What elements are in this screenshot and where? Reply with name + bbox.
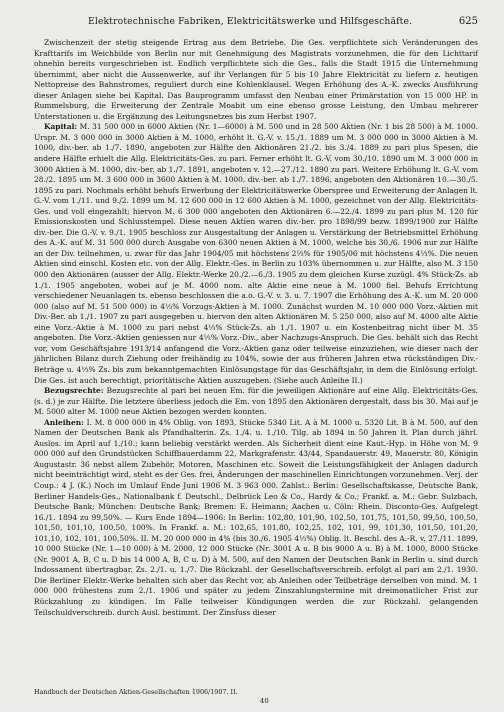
- paragraph-bezugsrechte: [34, 386, 478, 418]
- paragraph-text: Bezugsrechte al pari bei neuen Em. für die jeweiligen Aktionäre auf eine Allg. Elektricitäts-Ges. (s. d.) je zur Hälfte. Die letztere überliess jedoch die Em. von 1895 den Aktionären dergestalt, dass bis 30. Mai auf je M. 5000 alter M. 1000 neue Aktien bezogen werden konnten.: [34, 386, 478, 417]
- page-number: 625: [458, 16, 478, 27]
- printer-signature: 40: [260, 697, 269, 705]
- paragraph-kapital: [34, 122, 478, 386]
- footer-source: Handbuch der Deutschen Aktien-Gesellschaften 1906/1907. II.: [34, 688, 238, 696]
- paragraph-text: I. M. 8 000 000 in 4% Oblig. von 1893, Stücke 5340 Lit. A à M. 1000 u. 5320 Lit. B à M. 500, auf den Namen der Deutschen Bank als Pfandhalterin. Zs. 1./4. u. 1./10. Tilg. ab 1894 in 50 Jahren lt. Plan durch jährl. Auslos. im April auf 1./10.; kann beliebig verstärkt werden. Als Sicherheit dient eine Kaut.-Hyp. in Höhe von M. 9 000 000 auf den Grundstücken Schiffbauerdamm 22, Markgrafenstr. 43/44, Spandauerstr. 49, Mauerstr. 80, Königin Augustastr. 36 nebst allem Zubehör, Motoren, Maschinen etc. Soweit die Leistungsfähigkeit der Anlagen dadurch nicht beeinträchtigt wird, steht es der Ges. frei, Änderungen der maschinellen Einrichtungen vorzunehmen. Verj. der Coup.: 4 J. (K.) Noch im Umlauf Ende Juni 1906 M. 3 963 000. Zahlst.: Berlin: Gesellschaftskasse, Deutsche Bank, Berliner Handels-Ges., Nationalbank f. Deutschl., Delbrück Leo & Co., Hardy & Co.; Frankf. a. M.: Gebr. Sulzbach, Deutsche Bank; München: Deutsche Bank; Bremen: E. Heimann; Aachen u. Cöln: Rhein. Disconto-Ges. Aufgelegt 16./1. 1894 zu 99,50%. — Kurs Ende 1894—1906: In Berlin: 102,80, 101,90, 102,50, 101,75, 101,50, 99,50, 100,50, 101,50, 101,10, 100,50, 100%. In Frankf. a. M.: 102,65, 101,80, 102,25, 102, 101, 99, 101,30, 101,50, 101,20, 101,10, 102, 101, 100,50%. II. M. 20 000 000 in 4% (bis 30./6. 1905 4⅓%) Oblig. lt. Beschl. des A.-R. v. 27./11. 1899, 10 000 Stücke (Nr. 1—10 000) à M. 2000, 12 000 Stücke (Nr. 3001 A u. B bis 9000 A u. B) à M. 1000, 8000 Stücke (Nr. 9001 A, B, C u. D bis 14 000 A, B, C u. D) à M. 500, auf den Namen der Deutschen Bank in Berlin u. sind durch Indossament übertragbar. Zs. 2./1. u. 1./7. Die Rückzahl. der Gesellschaftsverschreib. erfolgt al pari am 2./1. 1930. Die Berliner Elektr.-Werke behalten sich aber das Recht vor, ab Anleihen oder Teilbeträge derselben von mind. M. 1 000 000 frühestens zum 2./1. 1906 und später zu jedem Zinszahlungstermine mit dreimonatlicher Frist zur Rückzahlung zu kündigen. Im Falle teilweiser Kündigungen werden die zur Rückzahl. gelangenden Teilschuldverschreib. durch Ausl. bestimmt. Der Zinsfuss dieser: [34, 417, 478, 617]
- paragraph-text: M. 31 500 000 in 6000 Aktien (Nr. 1—6000) à M. 500 und in 28 500 Aktien (Nr. 1 bis 28 500) à M. 1000. Urspr. M. 3 000 000 in 3000 Aktien à M. 1000, erhöht lt. G.-V. v. 15./1. 1889 um M. 3 000 000 in 3000 Aktien à M. 1000, div.-ber. ab 1./7. 1890, angeboten zur Hälfte den Aktionären 21./2. bis 3./4. 1889 zu pari plus Spesen, die andere Hälfte erhielt die Allg. Elektricitäts-Ges. zu pari. Ferner erhöht lt. G.-V. vom 30./10. 1890 um M. 3 000 000 in 3000 Aktien à M. 1000, div.-ber. ab 1./7. 1891, angeboten v. 12.—27./12. 1890 zu pari. Weitere Erhöhung lt. G.-V. vom 28./2. 1895 um M. 3 600 000 in 3600 Aktien à M. 1000, div.-ber. ab 1./7. 1896, angeboten den Aktionären 10.—30./5. 1895 zu pari. Nochmals erhöht behufs Erwerbung der Elektricitätswerke Oberspree und Erweiterung der Anlagen lt. G.-V. vom 1./11. und 9./2. 1899 um M. 12 600 000 in 12 600 Aktien à M. 1000, gezeichnet von der Allg. Elektricitäts-Ges. und voll eingezahlt; hiervon M. 6 300 000 angeboten den Aktionären 6.—22./4. 1899 zu pari plus M. 120 für Emissionskosten und Schlusstempel. Diese neuen Aktien waren div.-ber. pro 1898/99 bezw. 1899/1900 zur Hälfte div.-ber. Die G.-V. v. 9./1. 1905 beschloss zur Ausgestaltung der Anlagen u. Verstärkung der Betriebsmittel Erhöhung des A.-K. auf M. 31 500 000 durch Ausgabe von 6300 neuen Aktien à M. 1000, welche bis 30./6. 1906 nur zur Hälfte an der Div. teilnehmen, u. zwar für das Jahr 1904/05 mit höchstens 2⅓% für 1905/06 mit höchstens 4⅓%. Die neuen Aktien sind einschl. Kosten etc. von der Allg. Elektr.-Ges. in Berlin zu 103% übernommen u. zur Hälfte, also M. 3 150 000 den Aktionären (ausser der Allg. Elektr.-Werke 20./2.—6./3. 1905 zu dem gleichen Kurse zuzügl. 4% Stück-Zs. ab 1./1. 1905 angeboten, wobei auf je M. 4000 nom. alte Aktie eine neue à M. 1000 fiel. Behufs Errichtung verschiedener Neuanlagen ts. ebenso beschlossen die a.o. G.-V. v. 3. u. 7. 1907 die Erhöhung des A.-K. um M. 20 000 000 (also auf M. 51 500 000) in 4⅓% Vorzugs-Aktien à M. 1000. Zunächst wurden M. 10 000 000 Vorz.-Aktien mit Div.-Ber. ab 1./1. 1907 zu pari ausgegeben u. hiervon den alten Aktionären M. 5 250 000, also auf M. 4000 alte Aktie eine Vorz.-Aktie à M. 1000 zu pari nebst 4⅓% Stück-Zs. ab 1./1. 1907 u. ein Kostenbeitrag nicht über M. 35 angeboten. Die Vorz.-Aktien geniessen nur 4⅓% Vorz.-Div., aber Nachzugs-Anspruch. Die Ges. behält sich das Recht vor, vom Geschäftsjahre 1913/14 anfangend die Vorz.-Aktien ganz oder teilweise einzuziehen, wie dieser nach der jährlichen Bilanz durch Ziehung oder freihändig zu 104%, sowie der aus früheren Jahren etwa rückständigen Div.-Beträge u. 4⅓% Zs. bis zum bekanntgemachten Einlösungstage für das Geschäftsjahr, in dem die Einlösung erfolgt. Die Ges. ist auch berechtigt, prioritätische Aktien auszugeben. (Siehe auch Anleihe II.): [34, 122, 478, 385]
- paragraph-intro: [34, 38, 478, 122]
- section-label-kapital: Kapital:: [44, 122, 78, 132]
- page-footer: [34, 688, 478, 705]
- section-label-bezugsrechte: Bezugsrechte:: [44, 386, 104, 396]
- paragraph-anleihen: [34, 418, 478, 618]
- section-label-anleihen: Anleihen:: [44, 417, 84, 427]
- paragraph-text: Zwischenzeit der stetig steigende Ertrag aus dem Betriebe. Die Ges. verpflichtete sich Veränderungen des Krafttarifs im Weichbilde von Berlin nur mit Genehmigung des Magistrats vorzunehmen, die für den Lichttarif ohnehin bereits vorgeschrieben ist. Endlich verpflichtete sich die Ges., falls die Stadt 1915 die Unternehmung übernimmt, aber nicht die Aussenwerke, auf ihr Verlangen für 5 bis 10 Jahre Elektricität zu liefern z. heutigen Nettopreise des Bahnstromes, reguliert durch eine Kohlenklausel. Wegen Erhöhung des A.-K. zwecks Ausführung dieser Anlagen siehe bei Kapital. Das Bauprogramm umfasst den Neubau einer Primärstation von 15 000 HP. in Rummelsburg, die Erweiterung der Zentrale Moabit um eine ebenso grosse Leistung, den Umbau mehrerer Unterstationen u. die Ergänzung des Leitungsnetzes bis zum Herbst 1907.: [34, 38, 478, 121]
- header-title: Elektrotechnische Fabriken, Elektricitätswerke und Hilfsgeschäfte.: [88, 16, 413, 27]
- running-header: [34, 16, 478, 32]
- body-text: [34, 38, 478, 618]
